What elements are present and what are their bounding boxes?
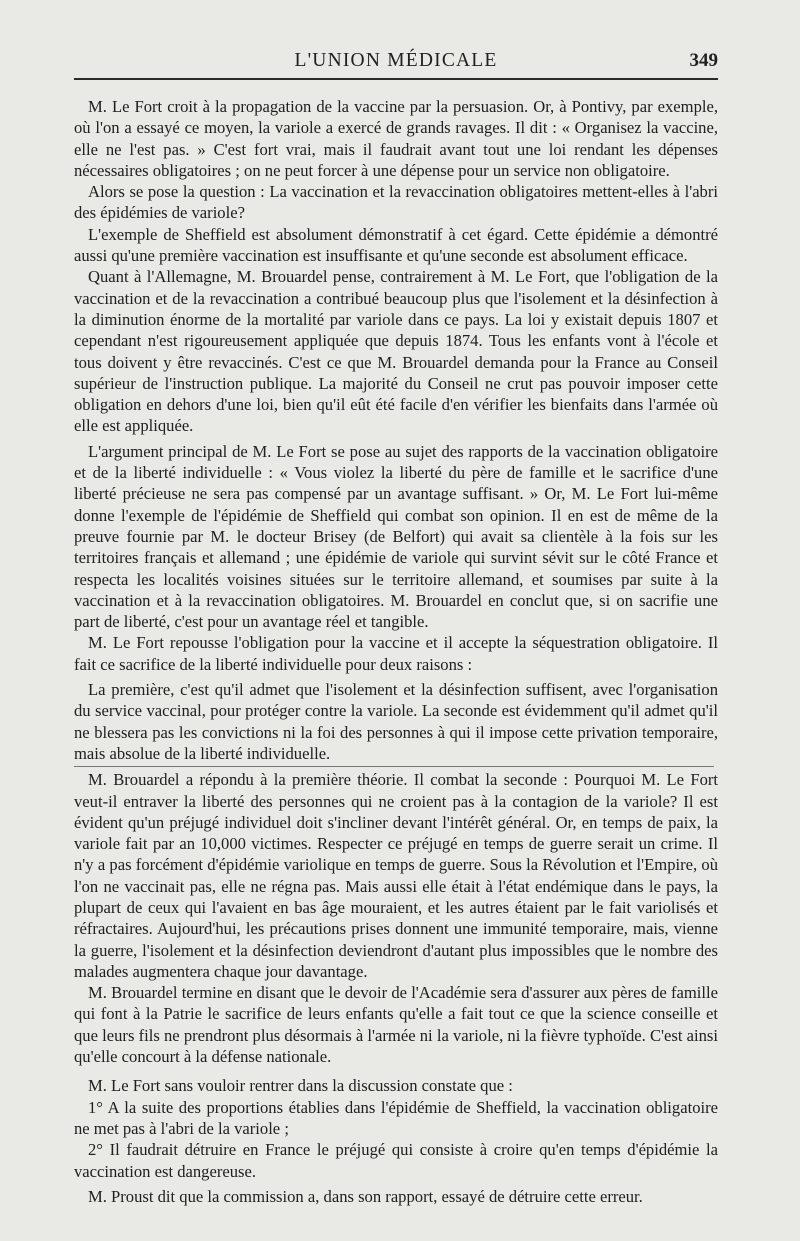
page-header (74, 50, 718, 76)
paragraph-pontivy: M. Le Fort croit à la propagation de la vaccine par la persuasion. Or, à Pontivy, par exemple, où l'on a essayé ce moyen, la variole a exercé de grands ravages. Il dit : « Organisez la vaccine, elle ne l'est pas. » C'est fort vrai, mais il faudrait avant tout une loi rendant les dépenses nécessaires obligatoires ; on ne peut forcer à une dépense pour un service non obligatoire. (74, 97, 718, 180)
paragraph-conclusion: M. Brouardel termine en disant que le devoir de l'Académie sera d'assurer aux pères de famille qui font à la Patrie le sacrifice de leurs enfants qu'elle a fait tout ce que la science conseille et que leurs fils ne prendront plus désormais à l'armée ni la variole, ni la fièvre typhoïde. C'est ainsi qu'elle concourt à la défense nationale. (74, 983, 718, 1067)
paragraph-reponse: M. Brouardel a répondu à la première théorie. Il combat la seconde : Pourquoi M. Le Fort veut-il entraver la liberté des personnes qui ne croient pas à la contagion de la variole? Il est évident qu'un préjugé individuel doit s'incliner devant l'intérêt général. Or, en temps de paix, la variole fait par an 10,000 victimes. Respecter ce préjugé en temps de guerre serait un crime. Il n'y a pas forcément d'épidémie variolique en temps de guerre. Sous la Révolution et l'Empire, où l'on ne vaccinait pas, elle ne régna pas. Mais aussi elle était à l'état endémique dans le pays, la plupart de ceux qui l'avaient en bas âge mouraient, et les autres étaient par le fait variolisés et réfractaires. Aujourd'hui, les précautions prises donnent une immunité temporaire, mais, vienne la guerre, l'isolement et la désinfection deviendront d'autant plus impossibles que le nombre des malades augmentera chaque jour davantage. (74, 770, 718, 981)
page-number: 349 (689, 50, 718, 71)
paragraph-sequestration: M. Le Fort repousse l'obligation pour la vaccine et il accepte la séquestration obligatoire. Il fait ce sacrifice de la liberté individuelle pour deux raisons : (74, 633, 718, 674)
article-body (74, 96, 718, 1207)
paragraph-proust: M. Proust dit que la commission a, dans son rapport, essayé de détruire cette erreur. (88, 1186, 643, 1206)
paragraph-allemagne: Quant à l'Allemagne, M. Brouardel pense, contrairement à M. Le Fort, que l'obligation de la vaccination et de la revaccination a contribué beaucoup plus que l'isolement et la désinfection à la diminution énorme de la mortalité par variole dans ce pays. La loi y existait depuis 1807 et cependant n'est rigoureusement appliquée que depuis 1874. Tous les enfants vont à l'école et tous doivent y être revaccinés. C'est ce que M. Brouardel demanda pour la France au Conseil supérieur de l'instruction publique. La majorité du Conseil ne crut pas pouvoir imposer cette obligation en dehors d'une loi, bien qu'il eût été facile d'en vérifier les bienfaits dans l'armée où elle est appliquée. (74, 267, 718, 436)
header-rule (74, 78, 718, 80)
paragraph-point-1: 1° A la suite des proportions établies dans l'épidémie de Sheffield, la vaccination obligatoire ne met pas à l'abri de la variole ; (74, 1097, 718, 1138)
paragraph-argument: L'argument principal de M. Le Fort se pose au sujet des rapports de la vaccination obligatoire et de la liberté individuelle : « Vous violez la liberté du père de famille et le sacrifice d'une liberté précieuse ne sera pas compensé par un avantage suffisant. » Or, M. Le Fort lui-même donne l'exemple de l'épidémie de Sheffield qui combat son opinion. Il en est de même de la preuve fournie par M. le docteur Brisey (de Belfort) qui avait sa clientèle à la fois sur les territoires français et allemand ; une épidémie de variole qui survint sévit sur le côté France et respecta les localités voisines situées sur le territoire allemand, et soumises par suite à la vaccination et à la revaccination obligatoires. M. Brouardel en conclut que, si on sacrifie une part de liberté, c'est pour un avantage réel et tangible. (74, 441, 718, 632)
paragraph-question: Alors se pose la question : La vaccination et la revaccination obligatoires mettent-elles à l'abri des épidémies de variole? (74, 182, 718, 223)
running-title: L'UNION MÉDICALE (294, 50, 498, 71)
separator-line (74, 766, 714, 767)
paragraph-premiere: La première, c'est qu'il admet que l'isolement et la désinfection suffisent, avec l'organisation du service vaccinal, pour protéger contre la variole. La seconde est évidemment qu'il admet qu'il ne blessera pas les convictions ni la foi des personnes à qui il impose cette privation temporaire, mais absolue de la liberté individuelle. (74, 680, 718, 763)
paragraph-sheffield: L'exemple de Sheffield est absolument démonstratif à cet égard. Cette épidémie a démontré aussi qu'une première vaccination est insuffisante et qu'une seconde est absolument efficace. (74, 224, 718, 266)
paragraph-point-2: 2° Il faudrait détruire en France le préjugé qui consiste à croire qu'en temps d'épidémie la vaccination est dangereuse. (74, 1140, 718, 1181)
paragraph-le-fort: M. Le Fort sans vouloir rentrer dans la discussion constate que : (88, 1076, 513, 1096)
